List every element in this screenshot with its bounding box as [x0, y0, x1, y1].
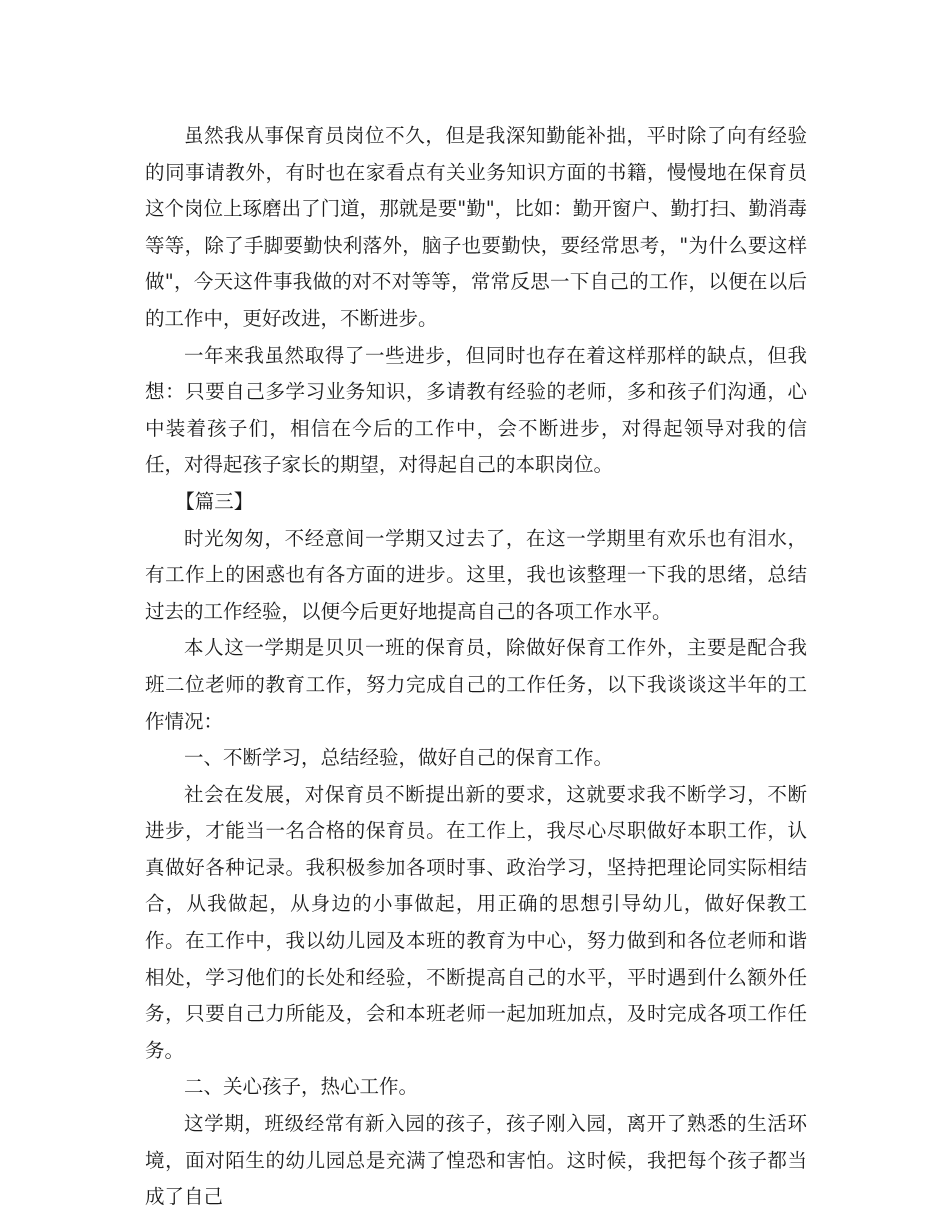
paragraph-semester-intro: 时光匆匆，不经意间一学期又过去了，在这一学期里有欢乐也有泪水，有工作上的困惑也有各方面的进步。这里，我也该整理一下我的思绪，总结过去的工作经验，以便今后更好地提高自己的各项工作水平。	[145, 526, 807, 623]
paragraph-self-reflection: 一年来我虽然取得了一些进步，但同时也存在着这样那样的缺点，但我想：只要自己多学习业务知识，多请教有经验的老师，多和孩子们沟通，心中装着孩子们，相信在今后的工作中，会不断进步，对得起领导对我的信任，对得起孩子家长的期望，对得起自己的本职岗位。	[145, 343, 807, 477]
paragraph-diligence: 虽然我从事保育员岗位不久，但是我深知勤能补拙，平时除了向有经验的同事请教外，有时也在家看点有关业务知识方面的书籍，慢慢地在保育员这个岗位上琢磨出了门道，那就是要"勤"，比如：勤开窗户、勤打扫、勤消毒等等，除了手脚要勤快利落外，脑子也要勤快，要经常思考，"为什么要这样做"，今天这件事我做的对不对等等，常常反思一下自己的工作，以便在以后的工作中，更好改进，不断进步。	[145, 124, 807, 330]
paragraph-new-children: 这学期，班级经常有新入园的孩子，孩子刚入园，离开了熟悉的生活环境，面对陌生的幼儿园总是充满了惶恐和害怕。这时候，我把每个孩子都当成了自己	[145, 1112, 807, 1209]
paragraph-learning-details: 社会在发展，对保育员不断提出新的要求，这就要求我不断学习，不断进步，才能当一名合格的保育员。在工作上，我尽心尽职做好本职工作，认真做好各种记录。我积极参加各项时事、政治学习，坚持把理论同实际相结合，从我做起，从身边的小事做起，用正确的思想引导幼儿，做好保教工作。在工作中，我以幼儿园及本班的教育为中心，努力做到和各位老师和谐相处，学习他们的长处和经验，不断提高自己的水平，平时遇到什么额外任务，只要自己力所能及，会和本班老师一起加班加点，及时完成各项工作任务。	[145, 782, 807, 1062]
section-heading: 【篇三】	[175, 489, 254, 513]
document-body	[145, 118, 807, 1216]
subheading-keep-learning: 一、不断学习，总结经验，做好自己的保育工作。	[184, 746, 614, 770]
subheading-care-for-children: 二、关心孩子，热心工作。	[184, 1075, 419, 1099]
paragraph-role-description: 本人这一学期是贝贝一班的保育员，除做好保育工作外，主要是配合我班二位老师的教育工作，努力完成自己的工作任务，以下我谈谈这半年的工作情况：	[145, 636, 807, 733]
